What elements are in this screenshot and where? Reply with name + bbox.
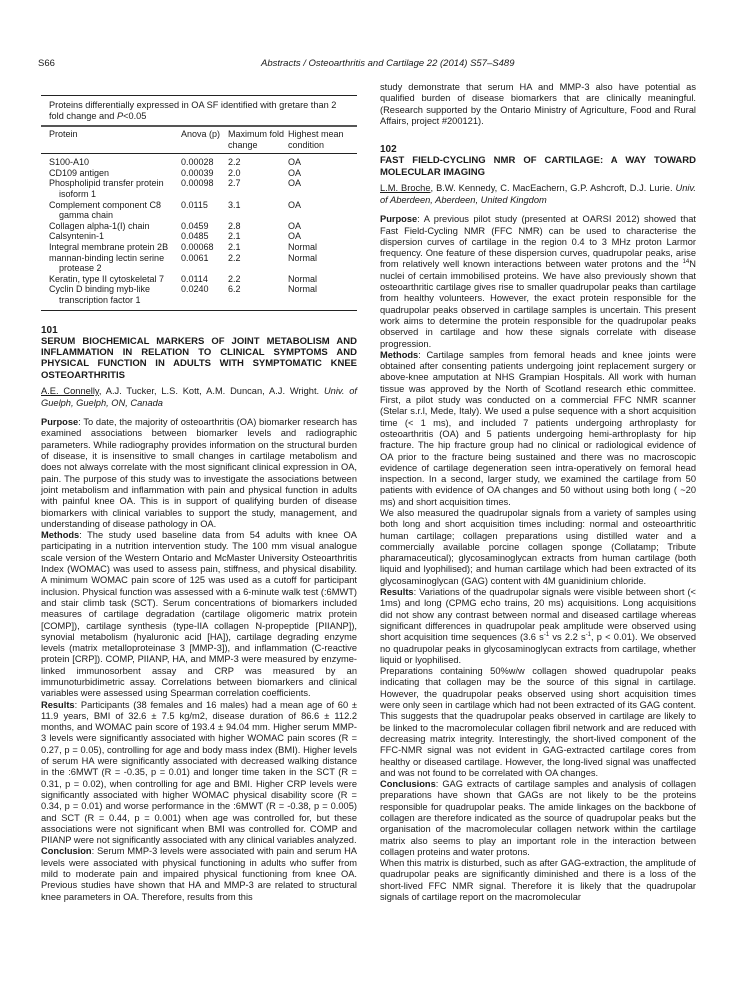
section-label: Results (41, 699, 75, 710)
section-label: Methods (41, 530, 80, 541)
table-cell: 2.8 (228, 220, 241, 231)
table-cell: 0.00068 (181, 241, 214, 252)
paragraph: Purpose: To date, the majority of osteoarthritis (OA) biomarker research has examined associations between biomarker levels and radiographic parameters. While radiography provides information on the structural burden of disease, it is insensitive to small changes in cartilage metabolism and does not always correlate with the most significant clinical expression in OA, pain. The purpose of this study was to investigate the associations between joint metabolism and inflammation with pain and physical function in adults with painful knee OA. This is in support of qualifying burden of disease biomarkers with clinical variables to support the study, management, and understanding of disease pathology in OA. (41, 417, 357, 529)
table-cell: Normal (288, 241, 318, 252)
left-column (41, 95, 357, 903)
right-column (380, 82, 696, 903)
abstract-101-authors: A.E. Connelly, A.J. Tucker, L.S. Kott, A.M. Duncan, A.J. Wright. Univ. of Guelph, Guelph, ON, Canada (41, 385, 357, 408)
section-label: Conclusions (380, 779, 436, 790)
column-header: Protein (49, 129, 78, 139)
table-cell: 0.0061 (181, 252, 209, 263)
table-cell: 0.0240 (181, 284, 209, 295)
table-cell: OA (288, 231, 302, 242)
table-row (41, 284, 357, 305)
table-cell: 0.0114 (181, 273, 208, 284)
paragraph: Results: Participants (38 females and 16 males) had a mean age of 60 ± 11.9 years, BMI of 32.6 ± 7.5 kg/m2, disease duration of 86.6 ± 112.2 months, and WOMAC pain score of 193.4 ± 94.04 mm. Higher serum MMP-3 levels were significantly associated with higher WOMAC pain scores (R = 0.27, p = 0.05), controlling for age and body mass index (BMI). Higher levels of serum HA were significantly associated with decreased walking distance in the :6MWT (R = -0.35, p = 0.01) and longer time taken in the SCT (R = 0.31, p = 0.02), when controlling for age and BMI. Higher CRP levels were significantly associated with higher WOMAC physical disability score (R = 0.34, p = 0.01) and worse performance in the :6MWT (R = -0.38, p = 0.005) and SCT (R = 0.44, p = 0.001) when age was controlled for, but these associations were not significant when BMI was controlled for. COMP and PIIANP were not significantly associated with any clinical variables analyzed. (41, 699, 357, 846)
column-header: Highest mean condition (288, 129, 344, 150)
table-cell: 0.0485 (181, 231, 209, 242)
page-number: S66 (38, 58, 55, 69)
abstract-101-continuation: study demonstrate that serum HA and MMP-3 also have potential as qualified burden of disease biomarkers that are clinically meaningful. (Research supported by the Ontario Ministry of Agriculture, Food and Rural Affairs, project #200121). (380, 82, 696, 126)
abstract-101-body (41, 417, 357, 903)
table-row (41, 231, 357, 242)
abstract-101-number: 101 (41, 324, 58, 336)
journal-header: Abstracts / Osteoarthritis and Cartilage 22 (2014) S57–S489 (261, 58, 515, 69)
superscript: -1 (543, 632, 550, 639)
table-row (41, 274, 357, 285)
abstract-101-title: SERUM BIOCHEMICAL MARKERS OF JOINT METABOLISM AND INFLAMMATION IN RELATION TO CLINICAL SYMPTOMS AND PHYSICAL FUNCTION IN ADULTS WITH SYMPTOMATIC KNEE OSTEOARTHRITIS (41, 335, 357, 381)
paragraph: Methods: Cartilage samples from femoral heads and knee joints were obtained after consenting patients undergoing joint replacement surgery or above-knee amputation at NHS Grampian Hospitals. All work with human tissue was approved by the North of Scotland research ethic committee. First, a pilot study was conducted on a commercial FFC NMR scanner (Stelar s.r.l, Mede, Italy). We used a pulse sequence with a short acquisition time (< 1 ms), and included 7 patients undergoing arthroplasty for osteoarthritis (OA) and 5 patients undergoing hemi-arthroplasty for hip fracture. The hip fracture group had no clinical or radiological evidence of OA prior to the fracture being sustained and there was no macroscopic evidence of cartilage degeneration seen intra-operatively on femoral head inspection. In a second, larger study, we examined the cartilage from 50 patients with evidence of OA changes and 50 without using both long ( ~20 ms) and short acquisition times. (380, 349, 696, 507)
table-cell: OA (288, 167, 302, 178)
table-row (41, 200, 357, 221)
column-header: Anova (p) (181, 129, 221, 139)
section-label: Conclusion (41, 846, 92, 857)
paragraph: Conclusions: GAG extracts of cartilage samples and analysis of collagen preparations have shown that GAGs are not likely to be the proteins responsible for quadrupolar peaks. The amide linkages on the backbone of collagen are therefore indicated as the source of quadrupolar peaks but the organisation of the macromolecular collagen network within the cartilage matrix also seems to play an important role in the interaction between collagen proteins and water protons. (380, 779, 696, 857)
presenting-author: A.E. Connelly (41, 385, 99, 396)
table-cell: Complement component C8 gamma chain (49, 199, 162, 221)
table-cell: Normal (288, 252, 318, 263)
section-label: Methods (380, 349, 419, 360)
table-cell: S100-A10 (49, 157, 90, 168)
table-cell: 2.1 (228, 241, 241, 252)
table-cell: 0.00028 (181, 157, 214, 168)
table-cell: OA (288, 178, 302, 189)
section-label: Purpose (41, 417, 79, 428)
table-cell: 0.0115 (181, 199, 208, 210)
paragraph: Preparations containing 50%w/w collagen showed quadrupolar peaks indicating that collagen may be the source of this signal in cartilage. However, the quadrupolar peaks observed using short acquisition times were only seen in cartilage which had not been extracted of its GAG content. This suggests that the quadrupolar peaks observed in cartilage are likely to be linked to the macromolecular collagen fibril network and are reduced with decreasing matrix integrity. Interestingly, the short-lived component of the FFC-NMR signal was not evident in GAG-extracted cartilage cores from healthy or diseased cartilage. However, the long-lived signal was unaffected and was not found to be correlated with OA changes. (380, 666, 696, 778)
table-header-row (41, 126, 357, 154)
table-cell: 2.7 (228, 178, 241, 189)
table-cell: OA (288, 199, 302, 210)
table-cell: Calsyntenin-1 (49, 231, 105, 242)
table-cell: 2.2 (228, 273, 241, 284)
table-cell: Normal (288, 273, 318, 284)
column-header: Maximum fold change (228, 129, 285, 150)
affiliation: Univ. of Guelph, Guelph, ON, Canada (41, 385, 357, 408)
paragraph: When this matrix is disturbed, such as after GAG-extraction, the amplitude of quadrupolar peaks are significantly diminished and there is a loss of the short-lived FFC NMR signal. Therefore it is likely that the quadrupolar signals of cartilage report on the macromolecular (380, 858, 696, 903)
superscript: -1 (585, 632, 591, 639)
section-label: Results (380, 587, 414, 598)
abstract-102-body (380, 214, 696, 903)
abstract-102-number: 102 (380, 144, 397, 156)
table-cell: Cyclin D binding myb-like transcription factor 1 (49, 284, 151, 305)
paragraph: Conclusion: Serum MMP-3 levels were associated with pain and serum HA levels were associated with physical functioning in adults who suffer from mild to moderate pain and impaired physical functioning from knee OA. Previous studies have shown that HA and MMP-3 are related to structural knee parameters in OA. Therefore, results from this (41, 846, 357, 902)
paragraph: Methods: The study used baseline data from 54 adults with knee OA participating in a nutrition intervention study. The 100 mm visual analogue scale version of the Western Ontario and McMaster University Osteoarthritis Index (WOMAC) was used to assess pain, stiffness, and physical disability. A minimum WOMAC pain score of 125 was used as a cutoff for participant inclusion. Physical function was assessed with a 6-minute walk test (:6MWT) and stair climb task (SCT). Serum concentrations of biomarkers included measures of cartilage degradation (cartilage oligomeric matrix protein [COMP]), cartilage synthesis (type-IIA collagen N-propeptide [PIIANP]), synovial metabolism (hyaluronic acid [HA]), cartilage degrading enzyme levels (matrix metalloproteinase 3 [MMP-3]), and inflammation (C-reactive protein [CRP]). COMP, PIIANP, HA, and MMP-3 were measured by enzyme-linked immunosorbent assay and CRP was measured by an immunoturbidimetric assay. Correlations between biomarkers and clinical variables were assessed using Spearman correlation coefficients. (41, 530, 357, 699)
affiliation: Univ. of Aberdeen, Aberdeen, United Kingdom (380, 183, 696, 205)
table-cell: 2.0 (228, 167, 241, 178)
table-cell: CD109 antigen (49, 167, 110, 178)
paragraph: Purpose: A previous pilot study (presented at OARSI 2012) showed that Fast Field-Cycling NMR (FFC NMR) can be used to characterise the dispersion curves of cartilage in the region 0.4 to 3 MHz proton Larmor frequency. One feature of these dispersion curves, quadrupolar peaks, arise from relatively well known interactions between water protons and the $^{14}$N nuclei of certain immobilised proteins. We have also previously shown that osteoarthritic cartilage gives rise to smaller quadrupolar peaks than cartilage from healthy volunteers. However, the exact protein responsible for the quadrupolar peaks observed in cartilage samples is uncertain. This present work aims to determine the protein responsible for the quadrupolar peaks observed in cartilage and how these signals correlate with disease progression. (380, 214, 696, 349)
table-row (41, 221, 357, 232)
abstract-102-title: FAST FIELD-CYCLING NMR OF CARTILAGE: A WAY TOWARD MOLECULAR IMAGING (380, 155, 696, 178)
table-cell: 0.0459 (181, 220, 209, 231)
table-cell: 2.2 (228, 157, 241, 168)
table-cell: 0.00039 (181, 167, 214, 178)
table-row (41, 154, 357, 168)
table-cell: OA (288, 157, 302, 168)
table-cell: Keratin, type II cytoskeletal 7 (49, 273, 165, 284)
superscript: 14 (682, 259, 690, 266)
abstract-102-authors: L.M. Broche, B.W. Kennedy, C. MacEachern, G.P. Ashcroft, D.J. Lurie. Univ. of Aberdeen, Aberdeen, United Kingdom (380, 183, 696, 205)
table-cell: Collagen alpha-1(I) chain (49, 220, 150, 231)
table-cell: 2.2 (228, 252, 241, 263)
table-cell: mannan-binding lectin serine protease 2 (49, 252, 165, 274)
table-caption: Proteins differentially expressed in OA SF identified with gretare than 2 fold change and P<0.05 (49, 100, 337, 121)
table-cell: Integral membrane protein 2B (49, 241, 169, 252)
table-cell: 2.1 (228, 231, 241, 242)
table-cell: 3.1 (228, 199, 241, 210)
table-body (41, 154, 357, 306)
table-cell: 6.2 (228, 284, 241, 295)
table-row (41, 242, 357, 253)
table-cell: Phospholipid transfer protein isoform 1 (49, 178, 164, 199)
table-cell: OA (288, 220, 302, 231)
table-row (41, 178, 357, 199)
presenting-author: L.M. Broche (380, 183, 431, 194)
paragraph: We also measured the quadrupolar signals from a variety of samples using both long and short acquisition times including: normal and osteoarthritic human cartilage; collagen preparations using distilled water and a commercially available porcine collagen sponge (Collatamp; Tribute pharamaceutical); glycosaminoglycan extracts from human cartilage (both liquid and lyophilised); and human cartilage which had been extracted of its glycosaminoglycan (GAG) content with 4M guanidinium chloride. (380, 507, 696, 586)
table-cell: 0.00098 (181, 178, 214, 189)
table-row (41, 168, 357, 179)
table-row (41, 253, 357, 274)
paragraph: Results: Variations of the quadrupolar signals were visible between short (< 1ms) and long (CPMG echo trains, 20 ms) acquisitions. Long acquisitions did not show any contrast between normal and diseased cartilage whereas significant differences in quadrupolar peak amplitude were observed using short acquisition time sequences (3.6 $s^{-1}$ vs 2.2 $s^{-1}$, p < 0.01). We observed no quadrupolar peaks in glycosaminoglycan extracts from cartilage, whether liquid or lyophilised. (380, 587, 696, 665)
section-label: Purpose (380, 214, 418, 225)
protein-table (41, 95, 357, 311)
table-cell: Normal (288, 284, 318, 295)
